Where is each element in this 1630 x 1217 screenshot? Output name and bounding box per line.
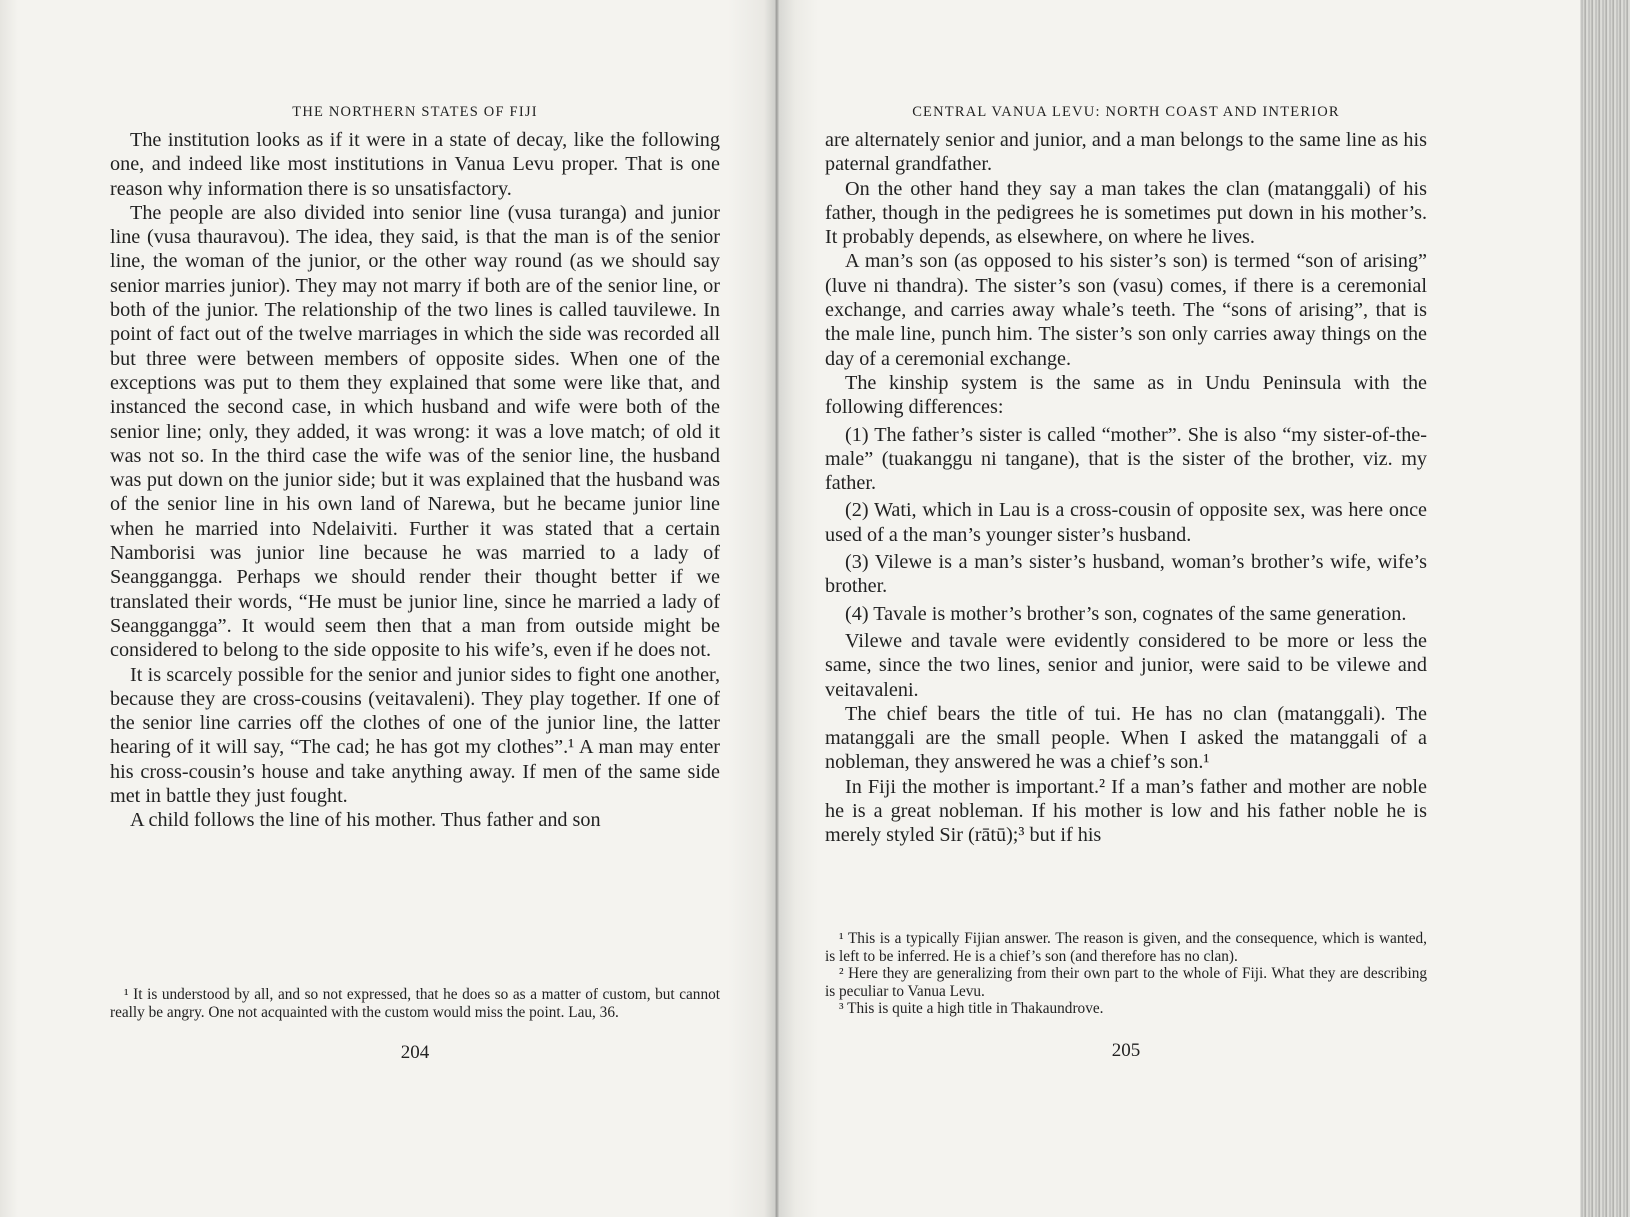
list-item: (2) Wati, which in Lau is a cross-cousin of opposite sex, was here once used of a the man’s younger sister’s husband.	[825, 499, 1427, 546]
paragraph: A man’s son (as opposed to his sister’s son) is termed “son of arising” (luve ni thandra). The sister’s son (vasu) comes, if there is a ceremonial exchange, and carries away whale’s teeth. The “sons of arising”, that is the male line, punch him. The sister’s son only carries away things on the day of a ceremonial exchange.	[825, 250, 1427, 370]
page-number-right: 205	[1111, 1040, 1141, 1061]
book-gutter	[728, 0, 818, 1217]
paragraph: are alternately senior and junior, and a man belongs to the same line as his paternal grandfather.	[825, 129, 1427, 176]
footnote: ² Here they are generalizing from their own part to the whole of Fiji. What they are describing is peculiar to Vanua Levu.	[825, 965, 1427, 1000]
footnote: ¹ This is a typically Fijian answer. The reason is given, and the consequence, which is wanted, is left to be inferred. He is a chief’s son (and therefore has no clan).	[825, 930, 1427, 965]
paragraph: The kinship system is the same as in Undu Peninsula with the following differences:	[825, 371, 1427, 419]
paragraph: It is scarcely possible for the senior and junior sides to fight one another, because they are cross-cousins (veitavaleni). They play together. If one of the senior line carries off the clothes of one of the junior line, the latter hearing of it will say, “The cad; he has got my clothes”.¹ A man may enter his cross-cousin’s house and take anything away. If men of the same side met in battle they just fought.	[110, 663, 720, 808]
list-item: (1) The father’s sister is called “mother”. She is also “my sister-of-the-male” (tuakanggu ni tangane), that is the sister of the brother, viz. my father.	[825, 423, 1427, 495]
paragraph: Vilewe and tavale were evidently considered to be more or less the same, since the two lines, senior and junior, were said to be vilewe and veitavaleni.	[825, 629, 1427, 701]
running-head-left: THE NORTHERN STATES OF FIJI	[292, 104, 538, 120]
left-page-body	[110, 128, 720, 833]
footnotes-right	[825, 930, 1427, 1018]
footnote: ¹ It is understood by all, and so not expressed, that he does so as a matter of custom, but cannot really be angry. One not acquainted with the custom would miss the point. Lau, 36.	[110, 986, 720, 1021]
paragraph: A child follows the line of his mother. Thus father and son	[130, 809, 601, 832]
page-number-left: 204	[400, 1042, 430, 1063]
list-item: (4) Tavale is mother’s brother’s son, cognates of the same generation.	[845, 602, 1407, 625]
right-page-body	[825, 128, 1427, 848]
running-head-right: CENTRAL VANUA LEVU: NORTH COAST AND INTERIOR	[912, 104, 1340, 120]
right-page-edge	[1580, 0, 1630, 1217]
paragraph: The people are also divided into senior line (vusa turanga) and junior line (vusa thauravou). The idea, they said, is that the man is of the senior line, the woman of the junior, or the other way round (as we should say senior marries junior). They may not marry if both are of the senior line, or both of the junior. The relationship of the two lines is called tauvilewe. In point of fact out of the twelve marriages in which the side was recorded all but three were between members of opposite sides. When one of the exceptions was put to them they explained that some were like that, and instanced the second case, in which husband and wife were both of the senior line; only, they added, it was wrong: it was a love match; of old it was not so. In the third case the wife was of the senior line, the husband was put down on the junior side; but it was explained that the husband was of the senior line in his own land of Narewa, but he became junior line when he married into Ndelaiviti. Further it was stated that a certain Namborisi was junior line because he was married to a lady of Seanggangga. Perhaps we should render their thought better if we translated their words, “He must be junior line, since he married a lady of Seanggangga”. It would seem then that a man from outside might be considered to belong to the side opposite to his wife’s, even if he does not.	[110, 201, 720, 662]
paragraph: The institution looks as if it were in a state of decay, like the following one, and indeed like most institutions in Vanua Levu proper. That is one reason why information there is so unsatisfactory.	[110, 129, 720, 200]
paragraph: In Fiji the mother is important.² If a man’s father and mother are noble he is a great nobleman. If his mother is low and his father noble he is merely styled Sir (rātū);³ but if his	[825, 775, 1427, 847]
left-page-edge	[0, 0, 18, 1217]
footnote: ³ This is quite a high title in Thakaundrove.	[839, 1000, 1104, 1018]
footnotes-left	[110, 986, 720, 1021]
paragraph: On the other hand they say a man takes the clan (matanggali) of his father, though in the pedigrees he is sometimes put down in his mother’s. It probably depends, as elsewhere, on where he lives.	[825, 177, 1427, 249]
list-item: (3) Vilewe is a man’s sister’s husband, woman’s brother’s wife, wife’s brother.	[825, 551, 1427, 598]
paragraph: The chief bears the title of tui. He has no clan (matanggali). The matanggali are the small people. When I asked the matanggali of a nobleman, they answered he was a chief’s son.¹	[825, 702, 1427, 774]
